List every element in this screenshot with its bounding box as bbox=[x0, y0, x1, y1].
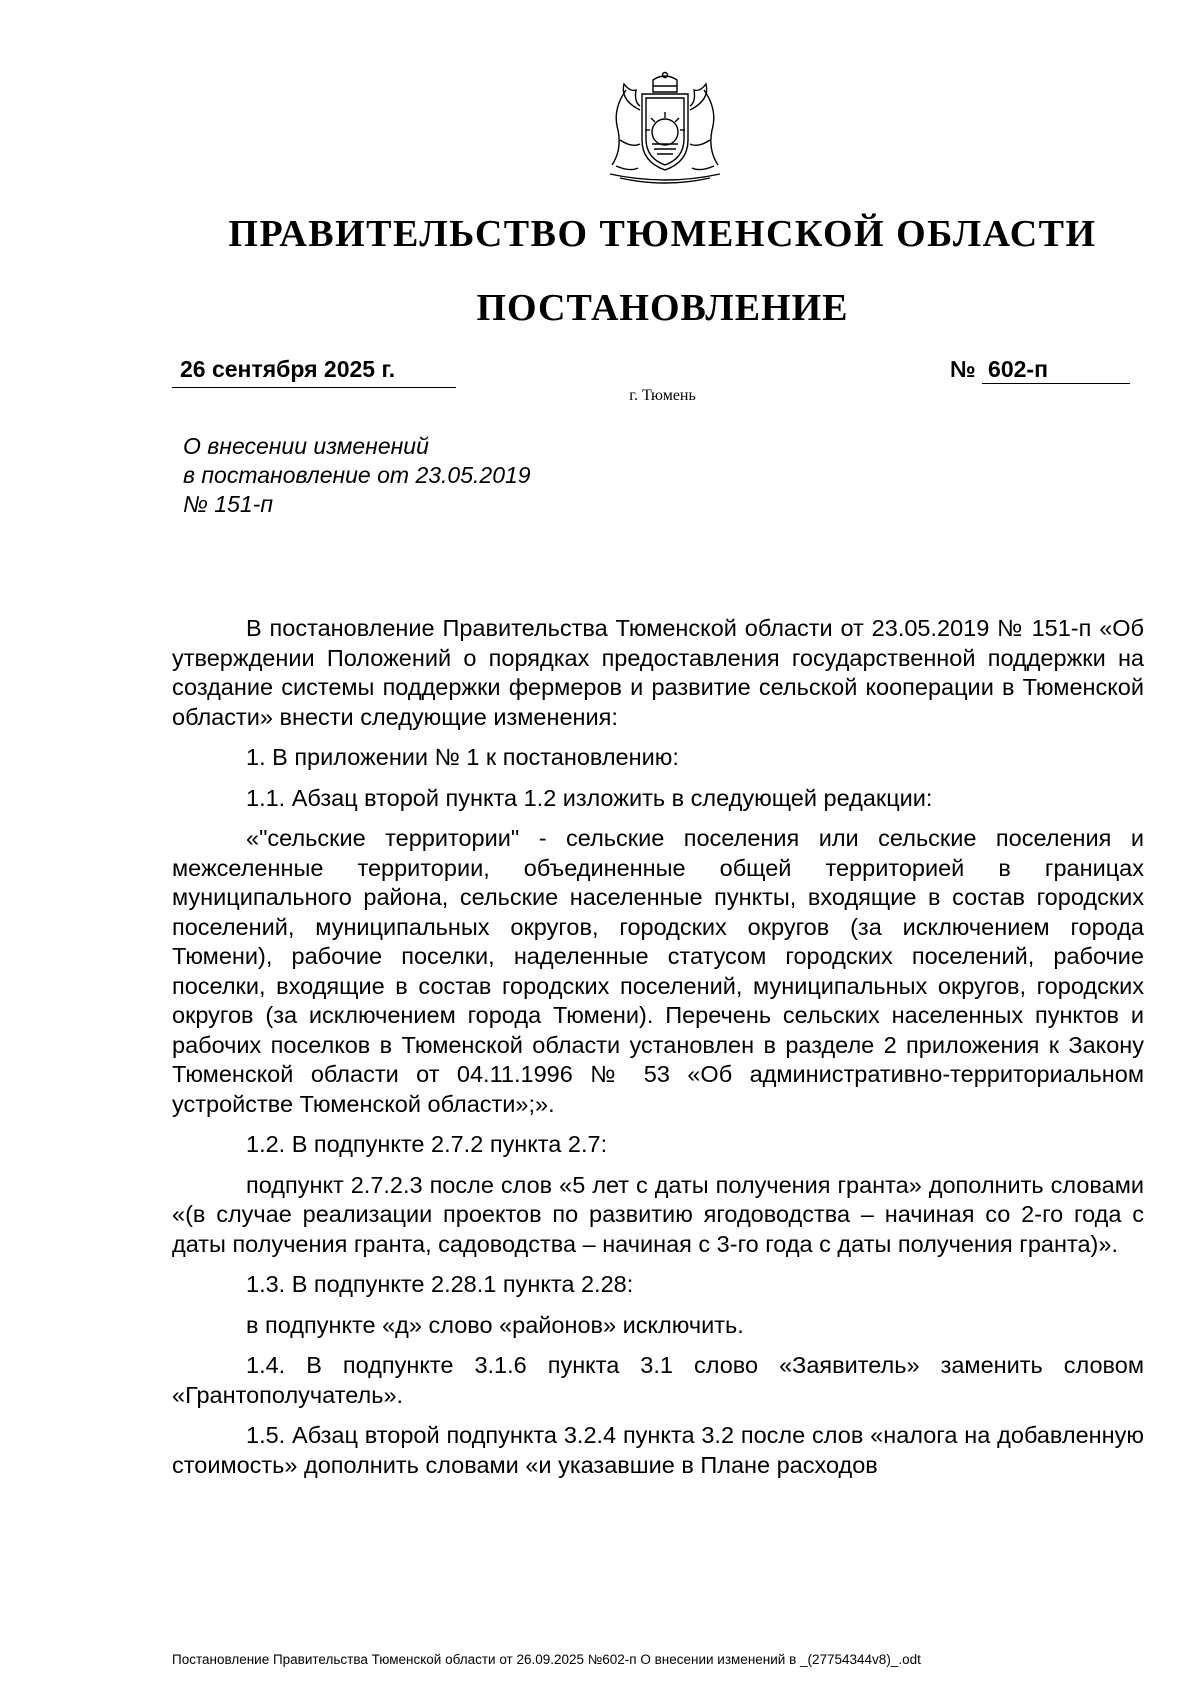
subject-line: в постановление от 23.05.2019 bbox=[183, 462, 531, 488]
resolution-date: 26 сентября 2025 г. bbox=[172, 356, 456, 388]
resolution-number-field bbox=[950, 356, 1132, 388]
body-paragraph: подпункт 2.7.2.3 после слов «5 лет с даты получения гранта» дополнить словами «(в случае реализации проектов по развитию ягодоводства – начиная со 2-го года с даты получения гранта, садоводства – начиная с 3-го года с даты получения гранта)». bbox=[172, 1171, 1144, 1257]
resolution-subject bbox=[183, 432, 531, 519]
coat-of-arms-emblem bbox=[590, 70, 740, 190]
body-paragraph: 1.2. В подпункте 2.7.2 пункта 2.7: bbox=[246, 1131, 608, 1157]
body-paragraph: 1.5. Абзац второй подпункта 3.2.4 пункта 3.2 после слов «налога на добавленную стоимость» дополнить словами «и указавшие в Плане расходов bbox=[172, 1422, 1144, 1478]
city-name: г. Тюмень bbox=[629, 387, 696, 404]
resolution-body bbox=[172, 614, 1144, 1491]
body-paragraph: 1.4. В подпункте 3.1.6 пункта 3.1 слово «Заявитель» заменить словом «Грантополучатель». bbox=[172, 1352, 1144, 1408]
body-paragraph: 1.3. В подпункте 2.28.1 пункта 2.28: bbox=[246, 1271, 634, 1297]
body-paragraph: «"сельские территории" - сельские поселения или сельские поселения и межселенные территории, объединенные общей территорией в границах муниципального района, сельские населенные пункты, входящие в состав городских поселений, муниципальных округов, городских округов (за исключением города Тюмени), рабочие поселки, наделенные статусом городских поселений, рабочие поселки, входящие в состав городских поселений, муниципальных округов, городских округов (за исключением города Тюмени). Перечень сельских населенных пунктов и рабочих поселков в Тюменской области установлен в разделе 2 приложения к Закону Тюменской области от 04.11.1996 № 53 «Об административно-территориальном устройстве Тюменской области»;». bbox=[172, 825, 1144, 1117]
government-title: ПРАВИТЕЛЬСТВО ТЮМЕНСКОЙ ОБЛАСТИ bbox=[228, 213, 1097, 255]
document-type-title: ПОСТАНОВЛЕНИЕ bbox=[476, 287, 849, 329]
subject-line: № 151-п bbox=[183, 491, 273, 517]
body-paragraph: 1.1. Абзац второй пункта 1.2 изложить в следующей редакции: bbox=[246, 784, 933, 811]
body-paragraph: в подпункте «д» слово «районов» исключить. bbox=[246, 1311, 744, 1338]
body-paragraph: В постановление Правительства Тюменской области от 23.05.2019 № 151-п «Об утверждении Положений о порядках предоставления государственной поддержки на создание системы поддержки фермеров и развитие сельской кооперации в Тюменской области» внести следующие изменения: bbox=[172, 615, 1144, 730]
number-sign: № bbox=[950, 356, 976, 382]
subject-line: О внесении изменений bbox=[183, 433, 429, 459]
document-footer: Постановление Правительства Тюменской области от 26.09.2025 №602-п О внесении изменений в _(27754344v8)_.odt bbox=[172, 1652, 921, 1667]
body-paragraph: 1. В приложении № 1 к постановлению: bbox=[246, 744, 679, 770]
resolution-number: 602-п bbox=[982, 356, 1130, 384]
